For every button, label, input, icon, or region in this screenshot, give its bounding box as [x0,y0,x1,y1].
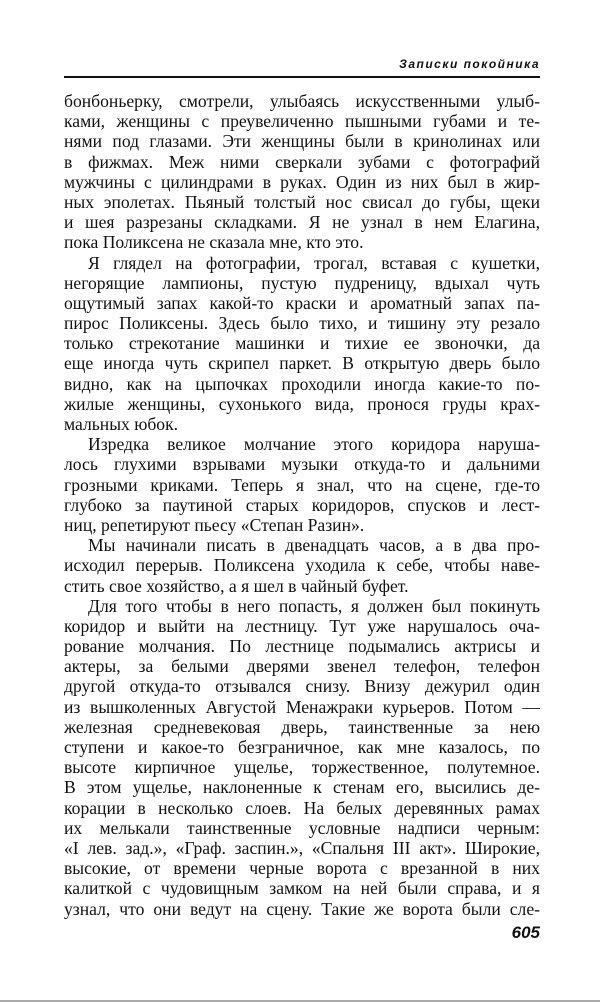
text-line: узнал, что они ведут на сцену. Такие же ворота были сле- [64,898,540,919]
text-line: ступени и какое-то безграничное, как мне казалось, по [64,737,540,757]
text-line: коридор и выйти на лестницу. Тут уже нарушалось оча- [64,615,540,636]
text-line: только стрекотание машинки и тихие ее звоночки, да [64,333,540,354]
text-line: мальных юбок. [64,414,179,434]
text-line: жилые женщины, сухонького вида, пронося груды крах- [64,393,540,414]
text-line: грозными криками. Теперь я знал, что на сцене, где-то [64,474,540,495]
paragraph [64,535,540,596]
text-line: высоте кирпичное ущелье, торжественное, полутемное. [64,757,540,778]
body-text [64,91,540,919]
text-line: негорящие лампионы, пустую пудреницу, вдыхал чуть [64,272,540,293]
text-line: Я глядел на фотографии, трогал, вставая с кушетки, [88,252,540,273]
text-line: мужчины с цилиндрами в руках. Один из них был в жир- [64,171,540,192]
text-line: ощутимый запах какой-то краски и ароматный запах па- [64,292,540,313]
text-line: актеры, за белыми дверями звенел телефон, телефон [64,656,540,677]
text-line: ками, женщины с преувеличенно пышными губами и те- [64,111,540,132]
text-line: Для того чтобы в него попасть, я должен был покинуть [88,595,540,616]
text-line: и шея разрезаны складками. Я не узнал в нем Елагина, [64,212,540,233]
text-line: ниц, репетируют пьесу «Степан Разин». [64,514,365,535]
text-line: другой откуда-то отзывался снизу. Внизу дежурил один [64,676,540,697]
paragraph [64,253,540,435]
text-line: их мелькали таинственные условные надписи черным: [64,817,540,838]
text-line: лось глухими взрывами музыки откуда-то и дальними [64,454,540,475]
text-line: еще иногда чуть скрипел паркет. В открытую дверь было [64,353,540,374]
text-line: бонбоньерку, смотрели, улыбаясь искусственными улыб- [64,91,540,111]
text-line: «I лев. зад.», «Граф. заспин.», «Спальня III акт». Широкие, [64,837,540,858]
text-line: глубоко за паутиной старых коридоров, спусков и лест- [64,494,540,515]
text-line: стить свое хозяйство, а я шел в чайный буфет. [64,575,409,596]
text-line: из вышколенных Августой Менажраки курьеров. Потом — [64,696,540,717]
text-line: Мы начинали писать в двенадцать часов, а в два про- [88,535,540,556]
paragraph [64,596,540,919]
text-line: Изредка великое молчание этого коридора наруша- [88,434,540,455]
paragraph [64,91,540,253]
text-line: в фижмах. Меж ними сверкали зубами с фотографий [64,151,540,172]
paragraph [64,434,540,535]
text-line: видно, как на цыпочках проходили иногда какие-то по- [64,373,540,394]
text-line: калиткой с чудовищным замком на ней были справа, и я [64,878,540,899]
text-line: пирос Поликсены. Здесь было тихо, и тишину эту резало [64,313,540,334]
text-line: корации в несколько слоев. На белых деревянных рамах [64,797,540,818]
running-title: Записки покойника [399,57,540,71]
running-header [64,56,540,78]
text-line: исходил перерыв. Поликсена уходила к себе, чтобы наве- [64,555,540,576]
text-line: В этом ущелье, наклоненные к стенам его, высились де- [64,777,540,798]
page-number: 605 [511,923,540,942]
text-line: железная средневековая дверь, таинственные за нею [64,716,540,737]
text-line: пока Поликсена не сказала мне, кто это. [64,232,364,253]
text-line: нями под глазами. Эти женщины были в кринолинах или [64,131,540,152]
text-line: высокие, от времени черные ворота с врезанной в них [64,858,540,879]
text-line: рование молчания. По лестнице подымались актрисы и [64,636,540,657]
text-line: ных эполетах. Пьяный толстый нос свисал до губы, щеки [64,191,540,212]
